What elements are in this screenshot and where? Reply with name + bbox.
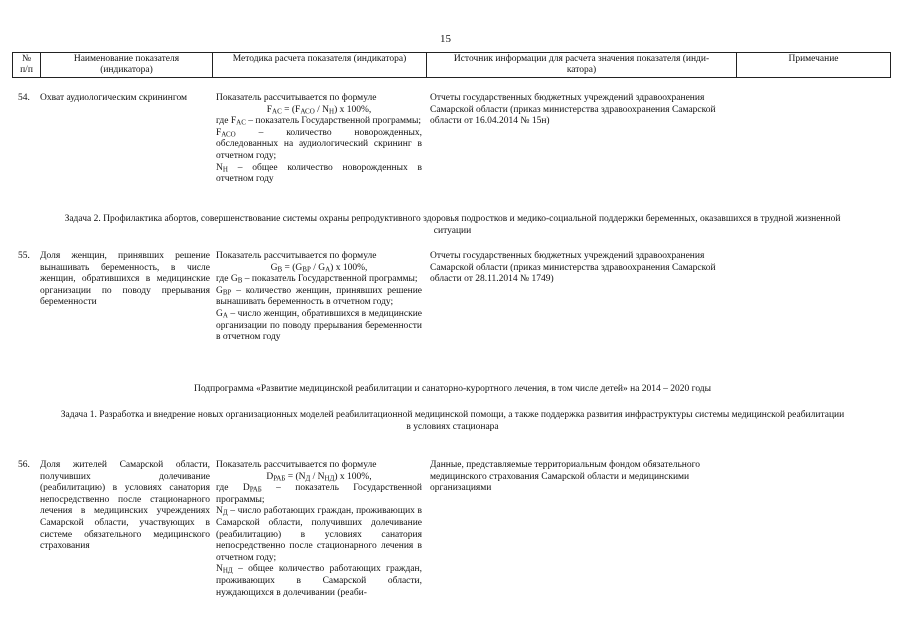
row-54-name: Охват аудиологическим скринингом [40,93,188,103]
row-54-fd: ) х 100%, [334,104,372,115]
row-54-number: 54. [18,93,30,103]
row-54-formula [216,105,422,117]
row-56-def2-text: – число работающих граждан, проживающих в Самарской области, получивших долечивание (реабилитацию) в условиях санатория непосредственно после стационарного лечения в отчетном году; [216,506,422,563]
row-56-fc: / N [310,471,325,482]
row-55-number: 55. [18,251,30,261]
row-56-def1 [216,483,422,506]
row-55-name: Доля женщин, принявших решение вынашивать беременность, в числе женщин, обратившихся в медицинские организации по поводу прерывания беременности [40,251,210,308]
row-55-def3-pre: G [216,308,223,319]
row-54-def1 [216,116,422,128]
row-56-def3-text: – общее количество работающих граждан, проживающих в Самарской области, нуждающихся в долечивании (реаби- [216,564,422,598]
row-55-def2 [216,286,422,309]
header-col-source [426,52,736,78]
row-54-fb: = (F [281,104,301,115]
row-56-fb: = (N [285,471,306,482]
header-col-number [12,52,40,78]
row-56-name: Доля жителей Самарской области, получивших долечивание (реабилитацию) в условиях санатория непосредственно после стационарного лечения в медицинских учреждениях Самарской области, участвующих в системе обязательного медицинского страхования [40,460,210,552]
task-1-heading: Задача 1. Разработка и внедрение новых организационных моделей реабилитационной медицинской помощи, а также поддержка развития инфраструктуры системы медицинской реабилитации в условиях стационара [60,410,845,432]
header-col-number-text: № п/п [20,54,33,75]
row-56-fa: D [266,471,274,482]
row-54-def3-sub: Н [222,165,228,174]
row-56-intro: Показатель рассчитывается по формуле [216,460,377,470]
row-56-fa-sub: РАБ [273,474,286,483]
row-55-def2-sub: ВР [222,288,232,297]
row-54-def1-pre: где F [216,116,237,127]
row-54-fb-sub: АСО [300,107,315,116]
row-56-fb-sub: Д [305,474,311,483]
row-56-def3-pre: N [216,564,223,575]
row-54-def3-pre: N [216,162,223,173]
row-56-number: 56. [18,460,30,470]
header-col-method-text: Методика расчета показателя (индикатора) [232,54,407,64]
row-54-fa-sub: AC [272,107,282,116]
row-54-def1-text: – показатель Государственной программы; [245,116,422,127]
row-55-def1-pre: где G [216,274,238,285]
row-54-method [216,93,422,186]
row-56-source: Данные, представляемые территориальным фондом обязательного медицинского страхования Самарской области и медицинскими организациями [430,460,701,494]
row-54-def1-sub: AC [236,118,246,127]
row-55-def3 [216,309,422,344]
row-56-def2-sub: Д [222,508,228,517]
row-56-method [216,460,422,599]
header-col-note [736,52,891,78]
row-54-def2 [216,128,422,163]
row-56-def3 [216,564,422,599]
task-2-heading: Задача 2. Профилактика абортов, совершенствование системы охраны репродуктивного здоровья подростков и медико-социальной поддержки беременных, оказавшихся в трудной жизненной ситуации [64,214,841,236]
header-col-name [40,52,212,78]
row-54-source: Отчеты государственных бюджетных учреждений здравоохранения Самарской области (приказ министерства здравоохранения Самарской области от 16.04.2014 № 15н) [430,93,716,127]
row-56-fd: ) х 100%, [334,471,372,482]
header-col-source-text: Источник информации для расчета значения показателя (инди- катора) [453,54,710,75]
row-55-fa: G [270,262,278,273]
row-56-formula [216,472,422,484]
row-54-intro: Показатель рассчитывается по формуле [216,93,377,103]
row-54-fa: F [266,104,273,115]
row-54-def2-text: – количество новорожденных, обследованных на аудиологический скрининг в отчетном году; [216,127,422,161]
row-56-def2 [216,506,422,564]
row-55-fa-sub: В [277,265,283,274]
row-56-def1-sub: РАБ [249,485,262,494]
row-56-fc-sub: НД [324,474,335,483]
row-55-intro: Показатель рассчитывается по формуле [216,251,377,261]
row-55-source: Отчеты государственных бюджетных учреждений здравоохранения Самарской области (приказ министерства здравоохранения Самарской области от 28.11.2014 № 1749) [430,251,716,285]
row-55-def1-sub: В [237,276,243,285]
row-55-fb: = (G [282,262,303,273]
row-54-def2-sub: АСО [221,130,236,139]
row-55-def1-text: – показатель Государственной программы; [242,274,418,285]
row-55-def3-text: – число женщин, обратившихся в медицинские организации по поводу прерывания беременности в отчетном году [216,308,422,343]
row-56-def1-text: – показатель Государственной программы; [216,483,422,505]
header-col-name-text: Наименование показателя (индикатора) [73,54,180,75]
row-55-def2-pre: G [216,285,223,296]
page-number: 15 [440,33,451,45]
row-54-def3 [216,163,422,186]
header-col-note-text: Примечание [788,54,839,64]
row-55-def3-sub: А [222,311,228,320]
row-55-fd: ) х 100%, [330,262,368,273]
row-55-fb-sub: ВР [302,265,311,274]
subprogram-heading: Подпрограмма «Развитие медицинской реабилитации и санаторно-курортного лечения, в том числе детей» на 2014 – 2020 годы [193,384,712,394]
row-54-def3-text: – общее количество новорожденных в отчетном году [216,162,422,185]
row-56-def2-pre: N [216,506,223,517]
row-55-fc-sub: А [325,265,331,274]
row-55-method [216,251,422,344]
row-56-def3-sub: НД [222,566,233,575]
row-55-formula [216,263,422,275]
row-55-fc: / G [310,262,326,273]
row-54-fc: / N [314,104,329,115]
row-55-def2-text: – количество женщин, принявших решение вынашивать беременность в отчетном году; [216,285,422,308]
row-54-fc-sub: Н [329,107,335,116]
row-56-def1-pre: где D [216,483,250,494]
row-55-def1 [216,274,422,286]
row-54-def2-pre: F [216,127,222,138]
header-col-method [212,52,426,78]
